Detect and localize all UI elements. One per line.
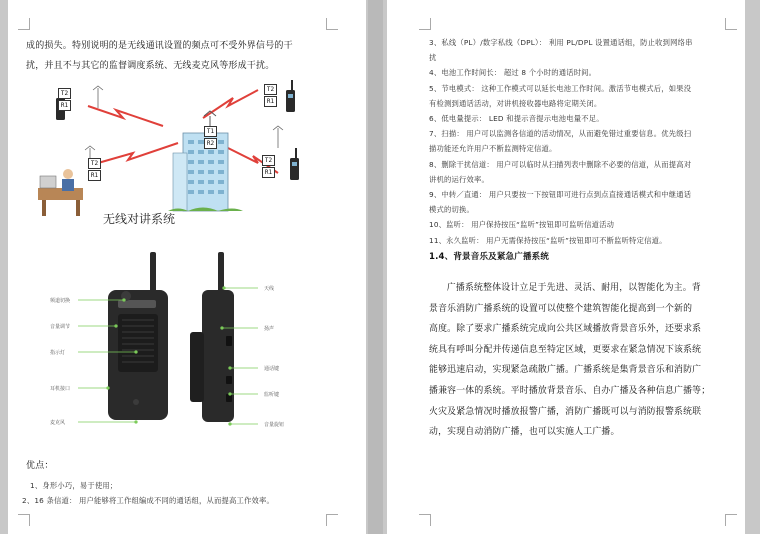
callout-label: 监听键 bbox=[264, 392, 280, 398]
text-line: 统具有呼叫分配并传递信息至特定区域，更要求在紧急情况下该系统 bbox=[429, 344, 702, 355]
signal-bolt bbox=[98, 143, 178, 163]
handheld-radio-icon bbox=[290, 148, 299, 180]
callout-label: 扬声 bbox=[264, 326, 275, 332]
page-gutter bbox=[368, 0, 383, 534]
tag-t2: T2 bbox=[262, 155, 275, 166]
crop-mark bbox=[419, 514, 431, 526]
advantages-list bbox=[22, 478, 340, 508]
text-line: 成的损失。特别说明的是无线通讯设置的频点可不受外界信号的干 bbox=[26, 41, 293, 51]
tag-r1: R1 bbox=[264, 96, 277, 107]
operator-desk-icon bbox=[38, 169, 83, 216]
list-item: 6、低电量提示： LED 和提示音提示电池电量不足。 bbox=[429, 114, 604, 124]
crop-mark bbox=[18, 514, 30, 526]
list-item: 10、监听： 用户保持按压“监听”按钮即可监听信道活动 bbox=[429, 220, 615, 230]
text-line: 高度。除了要求广播系统完成向公共区域播放背景音乐外，还要求系 bbox=[429, 324, 702, 335]
callout-label: 频道切换 bbox=[50, 298, 71, 304]
handheld-radio-icon bbox=[286, 80, 295, 112]
callout-label: 麦克风 bbox=[50, 420, 66, 426]
callout-label: 天线 bbox=[264, 286, 275, 292]
text-line: 能够迅速启动，实现紧急疏散广播。广播系统是集背景音乐和消防广 bbox=[429, 365, 702, 376]
list-item: 扰 bbox=[429, 53, 437, 63]
tag-r1: R1 bbox=[262, 167, 275, 178]
advantages-title: 优点： bbox=[26, 461, 54, 471]
list-item: 8、删除干扰信道： 用户可以临时从扫描列表中删除不必要的信道，从而提高对 bbox=[429, 159, 692, 169]
callout-label: 通话键 bbox=[264, 366, 280, 372]
text-line: 播兼容一体的系统。平时播放背景音乐、自办广播及各种信息广播等； bbox=[429, 385, 711, 396]
text-line: 火灾及紧急情况时播放报警广播，消防广播既可以与消防报警系统联 bbox=[429, 406, 702, 417]
tag-r2: R2 bbox=[204, 138, 217, 149]
section-heading: 1.4、背景音乐及紧急广播系统 bbox=[429, 252, 550, 262]
crop-mark bbox=[326, 514, 338, 526]
left-page bbox=[8, 0, 366, 534]
feature-list bbox=[429, 35, 729, 248]
crop-mark bbox=[725, 18, 737, 30]
callout-label: 音量旋钮 bbox=[264, 422, 285, 428]
body-paragraph bbox=[429, 278, 731, 443]
list-item: 1、身形小巧，易于使用； bbox=[30, 481, 118, 490]
crop-mark bbox=[18, 18, 30, 30]
tag-t2: T2 bbox=[88, 158, 101, 169]
tag-t2: T2 bbox=[58, 88, 71, 99]
antenna bbox=[218, 252, 224, 292]
list-item: 5、节电模式： 这种工作模式可以延长电池工作时间。激活节电模式后，如果没 bbox=[429, 83, 692, 93]
callout-label: 耳机接口 bbox=[50, 386, 71, 392]
callout-label: 音量调节 bbox=[50, 324, 71, 330]
crop-mark bbox=[326, 18, 338, 30]
diagram-caption: 无线对讲系统 bbox=[103, 212, 176, 226]
list-item: 讲机的运行效率。 bbox=[429, 174, 489, 184]
tag-t2: T2 bbox=[264, 84, 277, 95]
list-item: 3、私线（PL）/数字私线（DPL）： 利用 PL/DPL 设置通话组，防止收到网络串 bbox=[429, 38, 693, 47]
right-page bbox=[387, 0, 745, 534]
radio-product-illustration bbox=[78, 252, 258, 452]
tag-r1: R1 bbox=[88, 170, 101, 181]
intro-paragraph bbox=[26, 36, 326, 76]
crop-mark bbox=[725, 514, 737, 526]
list-item: 模式的切换。 bbox=[429, 205, 474, 215]
list-item: 有检测到通话活动，对讲机接收器电路将定期关闭。 bbox=[429, 98, 602, 108]
callout-label: 指示灯 bbox=[50, 350, 66, 356]
signal-bolt bbox=[203, 90, 258, 118]
text-line: 扰，并且不与其它的监督调度系统、无线麦克风等形成干扰。 bbox=[26, 61, 275, 71]
signal-bolt bbox=[88, 106, 163, 126]
antenna bbox=[150, 252, 156, 294]
crop-mark bbox=[419, 18, 431, 30]
list-item: 2、16 条信道： 用户能够将工作组编成不同的通话组，从而提高工作效率。 bbox=[22, 496, 274, 506]
text-line: 景音乐消防广播系统的设置可以使整个建筑智能化提高到一个新的 bbox=[429, 303, 693, 314]
list-item: 11、永久监听： 用户无需保持按压“监听”按钮即可不断监听特定信道。 bbox=[429, 235, 667, 245]
list-item: 4、电池工作时间长： 超过 8 个小时的通话时间。 bbox=[429, 68, 597, 78]
tag-r1: R1 bbox=[58, 100, 71, 111]
tag-t1: T1 bbox=[204, 126, 217, 137]
list-item: 9、中转／直通： 用户只要按一下按钮即可进行点到点直接通话模式和中继通话 bbox=[429, 190, 692, 200]
text-line: 动，实现自动消防广播，也可以实施人工广播。 bbox=[429, 427, 620, 438]
text-line: 广播系统整体设计立足于先进、灵活、耐用，以智能化为主。背 bbox=[446, 283, 701, 293]
list-item: 描功能还允许用户不断监测特定信道。 bbox=[429, 144, 557, 154]
list-item: 7、扫描： 用户可以监测各信道的活动情况，从而避免错过重要信息。优先级扫 bbox=[429, 129, 692, 139]
